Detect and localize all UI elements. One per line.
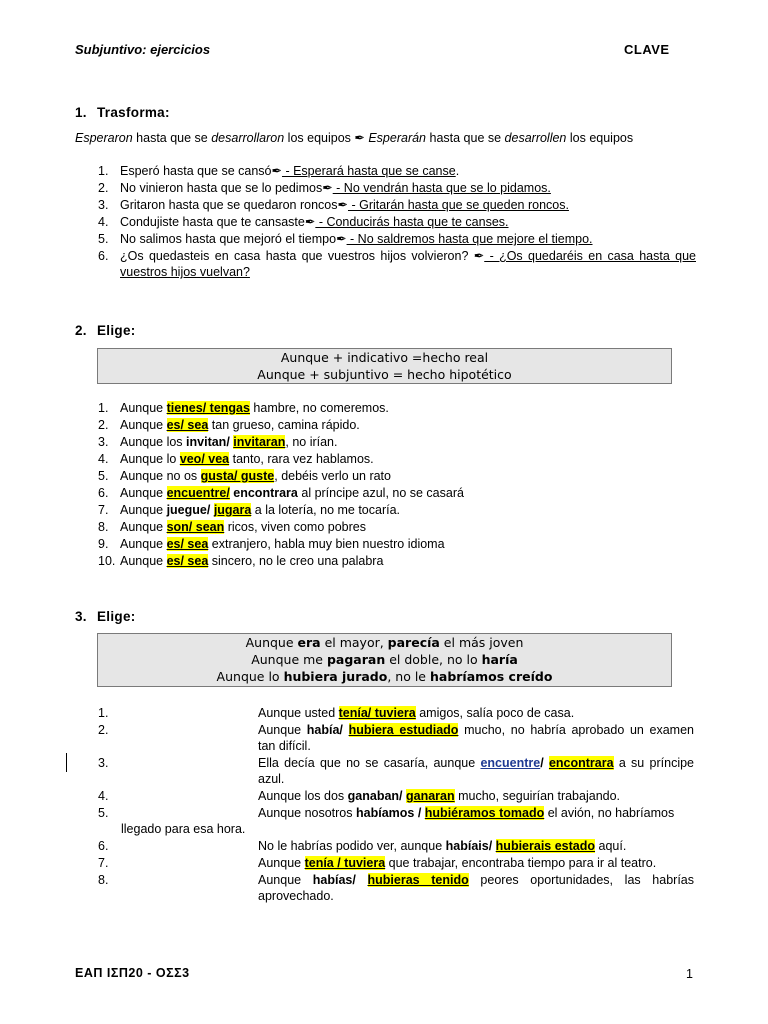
box-text: , no le [387, 669, 430, 684]
item-number: 9. [98, 537, 109, 551]
item-text [258, 872, 694, 904]
item-number: 5. [98, 469, 109, 483]
highlighted-answer: tenía / tuviera [304, 856, 386, 870]
pen-icon: ✒ [322, 181, 333, 195]
item-text: Aunque [120, 537, 167, 551]
list-item [98, 468, 696, 485]
item-option: habías/ [312, 873, 368, 887]
item-text: al príncipe azul, no se casará [297, 486, 464, 500]
item-text [258, 705, 694, 721]
list-item [98, 400, 696, 417]
item-text-part: Aunque [258, 856, 305, 870]
section-1-list [98, 163, 696, 282]
example-text: los equipos [566, 131, 634, 145]
highlighted-answer: invitaran [233, 435, 286, 449]
item-text: Aunque los [120, 435, 187, 449]
box-verb: era [297, 635, 321, 650]
item-text-part: Aunque [258, 873, 313, 887]
highlighted-answer: veo/ vea [179, 452, 230, 466]
highlighted-answer: encuentre/ [166, 486, 230, 500]
example-text: hasta que se [426, 131, 505, 145]
example-verb: Esperaron [75, 131, 133, 145]
box-text: el doble, no lo [385, 652, 482, 667]
item-number: 4. [98, 215, 109, 229]
highlighted-answer: es/ sea [166, 418, 209, 432]
item-text: Esperó hasta que se cansó [120, 164, 272, 178]
box-text: Aunque [245, 635, 298, 650]
box-text: Aunque lo [216, 669, 284, 684]
text-cursor [66, 753, 67, 772]
highlighted-answer: tienes/ tengas [166, 401, 250, 415]
item-number: 5. [98, 806, 109, 820]
item-text-part: a su príncipe azul. [258, 756, 694, 786]
list-item [0, 722, 768, 755]
item-number: 6. [98, 839, 109, 853]
list-item [98, 553, 696, 570]
list-item [0, 838, 768, 855]
box-verb: hubiera jurado [283, 669, 388, 684]
footer-course-code: ΕΑΠ ΙΣΠ20 - ΟΣΣ3 [75, 966, 190, 980]
box-text: el más joven [439, 635, 524, 650]
section-title: Elige: [97, 323, 136, 338]
item-text: Aunque [120, 503, 167, 517]
section-2-heading [75, 323, 136, 338]
item-text: Condujiste hasta que te cansaste [120, 215, 305, 229]
highlighted-answer: ganaran [406, 789, 455, 803]
item-text-part: que trabajar, encontraba tiempo para ir al teatro. [385, 856, 657, 870]
rule-box [97, 348, 672, 384]
item-text-part: amigos, salía poco de casa. [415, 706, 575, 720]
example-verb: desarrollen [504, 131, 567, 145]
item-text: Gritaron hasta que se quedaron roncos [120, 198, 338, 212]
section-number: 1. [75, 105, 87, 120]
item-text: hambre, no comeremos. [249, 401, 389, 415]
item-option: habíais/ [445, 839, 496, 853]
item-answer: - No vendrán hasta que se lo pidamos. [332, 181, 551, 195]
example-verb: desarrollaron [211, 131, 285, 145]
item-text [258, 805, 694, 821]
pen-icon: ✒ [304, 215, 316, 229]
item-option: había/ [306, 723, 349, 737]
example-box [97, 633, 672, 687]
item-option: / [540, 756, 549, 770]
item-number: 10. [98, 554, 116, 568]
item-text: No salimos hasta que mejoró el tiempo [120, 232, 337, 246]
box-text: Aunque me [251, 652, 327, 667]
box-verb: parecía [387, 635, 440, 650]
item-text: tanto, rara vez hablamos. [229, 452, 374, 466]
item-text: No vinieron hasta que se lo pedimos [120, 181, 323, 195]
box-text: el mayor, [320, 635, 388, 650]
item-option: encontrara [229, 486, 298, 500]
section-3-heading [75, 609, 136, 624]
example-text: hasta que se [132, 131, 212, 145]
item-number: 7. [98, 856, 109, 870]
highlighted-answer: hubiéramos tomado [424, 806, 545, 820]
item-number: 5. [98, 232, 109, 246]
item-number: 1. [98, 706, 109, 720]
pen-icon: ✒ [337, 198, 348, 212]
item-text: ricos, viven como pobres [224, 520, 366, 534]
highlighted-answer: es/ sea [166, 537, 209, 551]
item-number: 3. [98, 198, 109, 212]
item-text [258, 838, 694, 854]
item-number: 4. [98, 452, 109, 466]
item-text-part: Aunque nosotros [258, 806, 356, 820]
item-text: ¿Os quedasteis en casa hasta que vuestros hijos volvieron? [120, 249, 474, 263]
highlighted-answer: son/ sean [166, 520, 225, 534]
highlighted-answer: hubierais estado [495, 839, 596, 853]
box-verb: haría [481, 652, 518, 667]
list-item [0, 788, 768, 805]
list-item [98, 197, 696, 214]
box-verb: habríamos creído [429, 669, 553, 684]
item-number: 8. [98, 520, 109, 534]
item-text: Aunque [120, 486, 167, 500]
item-text-part: mucho, no habría aprobado un examen tan difícil. [258, 723, 695, 753]
item-text: Aunque lo [120, 452, 180, 466]
list-item [0, 855, 768, 872]
section-1-example [75, 130, 633, 145]
item-text [258, 755, 694, 787]
example-line [98, 651, 671, 668]
item-number: 4. [98, 789, 109, 803]
item-text: , debéis verlo un rato [274, 469, 391, 483]
section-3-list [0, 705, 768, 905]
item-option: invitan/ [186, 435, 234, 449]
item-text: Aunque [120, 554, 167, 568]
item-answer: - Gritarán hasta que se queden roncos. [347, 198, 569, 212]
highlighted-answer: hubieras tenido [367, 873, 469, 887]
item-number: 6. [98, 249, 109, 263]
item-text-part: Ella decía que no se casaría, aunque [258, 756, 481, 770]
item-number: 3. [98, 756, 109, 770]
list-item [98, 231, 696, 248]
list-item [0, 755, 768, 788]
list-item [98, 163, 696, 180]
list-item [0, 805, 768, 838]
item-number: 8. [98, 873, 109, 887]
item-answer: - Esperará hasta que se canse [281, 164, 456, 178]
example-text: los equipos [284, 131, 355, 145]
item-text-part: No le habrías podido ver, aunque [258, 839, 446, 853]
item-text-part: aquí. [595, 839, 627, 853]
pen-icon: ✒ [354, 131, 365, 145]
section-2-list [98, 400, 696, 570]
item-answer: - Conducirás hasta que te canses. [315, 215, 509, 229]
item-continuation: llegado para esa hora. [121, 822, 246, 836]
item-text: tan grueso, camina rápido. [208, 418, 360, 432]
section-title: Trasforma: [97, 105, 170, 120]
list-item [98, 214, 696, 231]
item-number: 1. [98, 164, 109, 178]
document-title: Subjuntivo: ejercicios [75, 42, 211, 57]
item-text-part: Aunque [258, 723, 307, 737]
item-text: Aunque no os [120, 469, 201, 483]
pen-icon: ✒ [473, 249, 485, 263]
page-number: 1 [686, 967, 693, 981]
list-item [98, 536, 696, 553]
item-text-part: mucho, seguirían trabajando. [454, 789, 621, 803]
item-text: Aunque [120, 401, 167, 415]
item-text: Aunque [120, 520, 167, 534]
highlighted-answer: tenía/ tuviera [338, 706, 416, 720]
box-verb: pagaran [326, 652, 386, 667]
item-text-part: peores oportunidades, las habrías aprovechado. [258, 873, 694, 903]
item-text-part: el avión, no habríamos [544, 806, 675, 820]
item-text: extranjero, habla muy bien nuestro idioma [208, 537, 445, 551]
item-option: habíamos / [356, 806, 425, 820]
item-text [258, 788, 694, 804]
list-item [98, 434, 696, 451]
item-text: , no irían. [285, 435, 338, 449]
item-text: Aunque [120, 418, 167, 432]
item-text [258, 855, 694, 871]
rule-line: Aunque + subjuntivo = hecho hipotético [257, 367, 512, 382]
item-option: ganaban/ [347, 789, 406, 803]
highlighted-answer: es/ sea [166, 554, 209, 568]
highlighted-answer: jugara [213, 503, 252, 517]
item-answer: - ¿Os quedaréis en casa hasta que vuestros hijos vuelvan? [120, 249, 696, 279]
item-text-part: Aunque los dos [258, 789, 348, 803]
list-item [98, 519, 696, 536]
list-item [98, 248, 696, 282]
item-text: sincero, no le creo una palabra [208, 554, 384, 568]
rule-line: Aunque + indicativo =hecho real [280, 350, 489, 365]
list-item [0, 872, 768, 905]
highlighted-answer: hubiera estudiado [348, 723, 459, 737]
list-item [98, 451, 696, 468]
item-answer: - No saldremos hasta que mejore el tiempo. [346, 232, 593, 246]
item-text-part: Aunque usted [258, 706, 339, 720]
example-verb: Esperarán [364, 131, 427, 145]
list-item [98, 180, 696, 197]
item-text [258, 722, 694, 754]
item-number: 2. [98, 723, 109, 737]
highlighted-answer: encontrara [548, 756, 614, 770]
section-number: 3. [75, 609, 87, 624]
list-item [98, 417, 696, 434]
list-item [98, 485, 696, 502]
item-number: 3. [98, 435, 109, 449]
item-option: juegue/ [166, 503, 214, 517]
section-number: 2. [75, 323, 87, 338]
list-item [98, 502, 696, 519]
item-number: 2. [98, 181, 109, 195]
item-number: 2. [98, 418, 109, 432]
example-line [98, 668, 671, 685]
item-text: . [455, 164, 460, 178]
list-item [0, 705, 768, 722]
item-number: 7. [98, 503, 109, 517]
highlighted-answer: gusta/ guste [200, 469, 275, 483]
item-number: 6. [98, 486, 109, 500]
item-number: 1. [98, 401, 109, 415]
item-text: a la lotería, no me tocaría. [251, 503, 401, 517]
hyperlink[interactable]: encuentre [480, 756, 541, 770]
section-title: Elige: [97, 609, 136, 624]
example-line [98, 634, 671, 651]
answer-key-label: CLAVE [624, 42, 670, 57]
pen-icon: ✒ [336, 232, 347, 246]
pen-icon: ✒ [271, 164, 282, 178]
section-1-heading [75, 105, 170, 120]
